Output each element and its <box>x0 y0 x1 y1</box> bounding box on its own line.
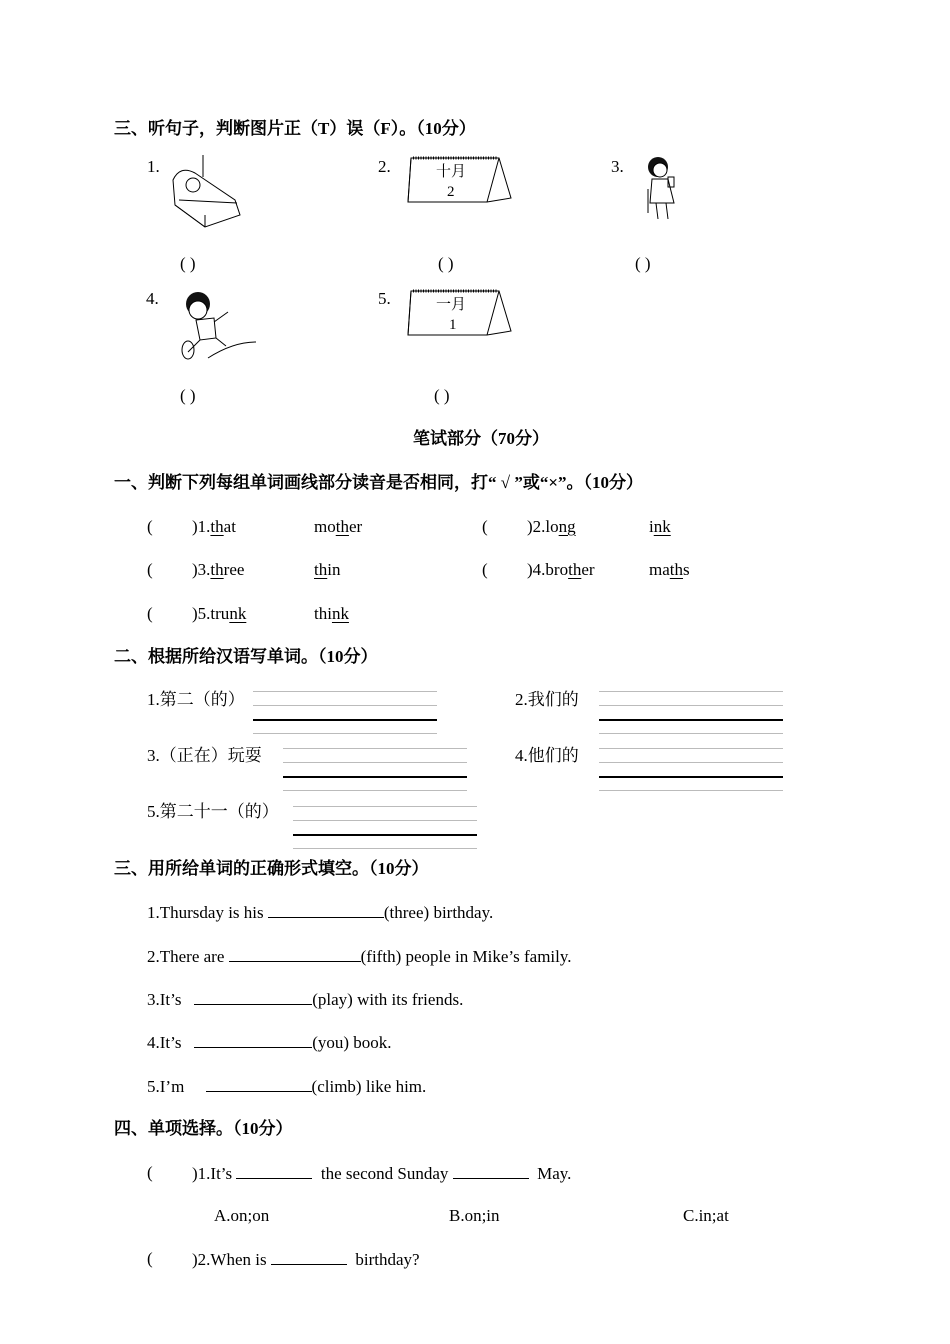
answer-paren[interactable]: ( ) <box>180 386 196 405</box>
option-c[interactable]: C.in;at <box>683 1206 729 1225</box>
answer-blank[interactable] <box>194 1033 312 1048</box>
answer-blank[interactable] <box>236 1164 312 1179</box>
calendar-month: 十月 <box>436 164 467 180</box>
desk-calendar-picture <box>405 288 515 340</box>
writing-lines[interactable] <box>599 691 783 735</box>
answer-blank[interactable] <box>271 1250 347 1265</box>
answer-blank[interactable] <box>453 1164 529 1179</box>
prompt-label: 2.我们的 <box>515 690 579 709</box>
answer-paren[interactable]: ( <box>147 1249 153 1268</box>
word-2: maths <box>649 560 690 579</box>
word-1: )4.brother <box>527 560 595 579</box>
word-1: )1.that <box>192 517 236 536</box>
written-part-title: 笔试部分（70分） <box>413 429 549 448</box>
word-2: thin <box>314 560 341 579</box>
writing-lines[interactable] <box>599 748 783 792</box>
word-1: )3.three <box>192 560 245 579</box>
underlined-letters: nk <box>653 517 671 536</box>
item-number: 3. <box>611 157 624 176</box>
fill-sentence-2: 2.There are (fifth) people in Mike’s family. <box>147 947 572 966</box>
underlined-letters: ng <box>558 517 576 536</box>
word-1: )5.trunk <box>192 604 247 623</box>
answer-paren[interactable]: ( ) <box>438 254 454 273</box>
section-title-fill-forms: 三、用所给单词的正确形式填空。（10分） <box>114 859 429 878</box>
answer-paren[interactable]: ( <box>147 604 153 623</box>
calendar-day: 1 <box>449 317 457 333</box>
answer-paren[interactable]: ( <box>482 560 488 579</box>
item-number: 1. <box>147 157 160 176</box>
answer-blank[interactable] <box>206 1077 312 1092</box>
prompt-label: 4.他们的 <box>515 746 579 765</box>
writing-lines[interactable] <box>253 691 437 735</box>
answer-paren[interactable]: ( ) <box>635 254 651 273</box>
underlined-letters: th <box>210 517 224 536</box>
fill-sentence-5: 5.I’m (climb) like him. <box>147 1077 427 1096</box>
word-2: think <box>314 604 349 623</box>
prompt-label: 3.（正在）玩耍 <box>147 746 262 765</box>
answer-blank[interactable] <box>268 903 384 918</box>
answer-paren[interactable]: ( <box>147 1163 153 1182</box>
calendar-month: 一月 <box>436 297 467 313</box>
word-1: )2.long <box>527 517 576 536</box>
girl-reading-picture <box>640 155 685 225</box>
prompt-label: 5.第二十一（的） <box>147 802 279 821</box>
calendar-day: 2 <box>447 184 455 200</box>
section-title-phonics: 一、判断下列每组单词画线部分读音是否相同，打“ √ ”或“×”。（10分） <box>114 473 644 492</box>
item-number: 2. <box>378 157 391 176</box>
boy-running-picture <box>178 290 260 362</box>
writing-lines[interactable] <box>283 748 467 792</box>
answer-paren[interactable]: ( <box>147 517 153 536</box>
prompt-label: 1.第二（的） <box>147 690 245 709</box>
word-2: mother <box>314 517 363 536</box>
underlined-letters: th <box>335 517 349 536</box>
underlined-letters: th <box>210 560 224 579</box>
answer-paren[interactable]: ( <box>147 560 153 579</box>
baby-cradle-picture <box>165 155 245 230</box>
option-b[interactable]: B.on;in <box>449 1206 500 1225</box>
item-number: 4. <box>146 289 159 308</box>
desk-calendar-picture <box>405 155 515 207</box>
item-number: 5. <box>378 289 391 308</box>
option-a[interactable]: A.on;on <box>214 1206 270 1225</box>
underlined-letters: th <box>669 560 684 579</box>
underlined-letters: nk <box>331 604 349 623</box>
answer-blank[interactable] <box>229 947 361 962</box>
fill-sentence-3: 3.It’s (play) with its friends. <box>147 990 464 1009</box>
section-title-choice: 四、单项选择。（10分） <box>114 1119 293 1138</box>
underlined-letters: th <box>568 560 582 579</box>
answer-paren[interactable]: ( ) <box>434 386 450 405</box>
fill-sentence-4: 4.It’s (you) book. <box>147 1033 392 1052</box>
question-2: )2.When is birthday? <box>192 1250 420 1269</box>
fill-sentence-1: 1.Thursday is his (three) birthday. <box>147 903 494 922</box>
underlined-letters: th <box>314 560 328 579</box>
section-title-listening: 三、听句子，判断图片正（T）误（F）。（10分） <box>114 119 476 138</box>
word-2: ink <box>649 517 671 536</box>
section-title-write-words: 二、根据所给汉语写单词。（10分） <box>114 647 378 666</box>
answer-blank[interactable] <box>194 990 312 1005</box>
answer-paren[interactable]: ( <box>482 517 488 536</box>
writing-lines[interactable] <box>293 806 477 850</box>
question-1: )1.It’s the second Sunday May. <box>192 1164 572 1183</box>
underlined-letters: nk <box>229 604 247 623</box>
answer-paren[interactable]: ( ) <box>180 254 196 273</box>
